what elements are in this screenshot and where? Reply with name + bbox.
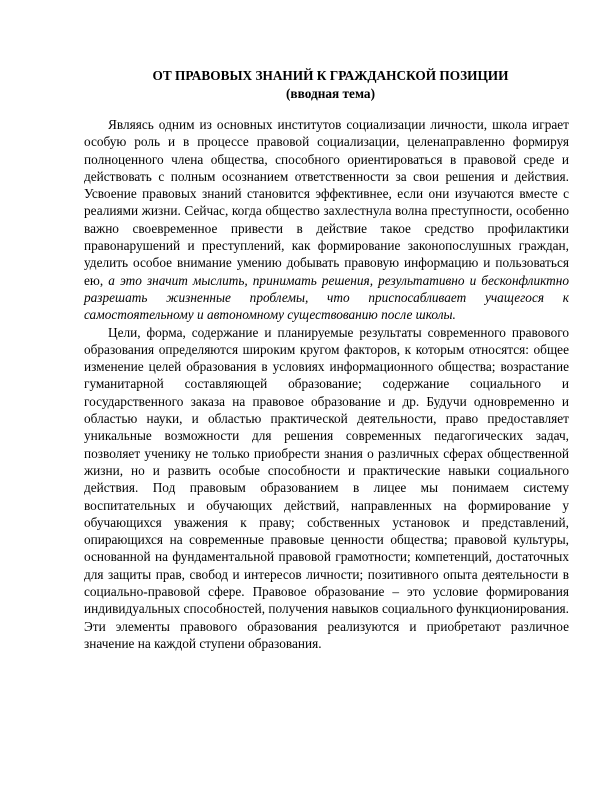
document-subtitle: (вводная тема) (286, 86, 375, 101)
paragraph-intro (84, 116, 569, 324)
paragraph-intro-text: Являясь одним из основных институтов социализации личности, школа играет особую роль и в процессе правовой социализации, целенаправленно формируя полноценного члена общества, способного ориентироваться в правовой среде и действовать с полным осознанием ответственности за свои решения и действия. Усвоение правовых знаний становится эффективнее, если они изучаются вместе с реалиями жизни. Сейчас, когда общество захлестнула волна преступности, особенно важно своевременное привести в действие такое средство профилактики правонарушений и преступлений, как формирование законопослушных граждан, уделить особое внимание умению добывать правовую информацию и пользоваться ею, (84, 117, 569, 288)
paragraph-intro-italic: а это значит мыслить, принимать решения, результативно и бесконфликтно разрешать жизненные проблемы, что приспосабливает учащегося к самостоятельному и автономному существованию после школы. (84, 272, 570, 323)
document-title: ОТ ПРАВОВЫХ ЗНАНИЙ К ГРАЖДАНСКОЙ ПОЗИЦИИ (152, 68, 509, 83)
paragraph-goals: Цели, форма, содержание и планируемые результаты современного правового образования определяются широким кругом факторов, к которым относятся: общее изменение целей образования в условиях информационного общества; возрастание гуманитарной составляющей образование; содержание социального и государственного заказа на правовое образование и др. Будучи одновременно и областью науки, и областью практической деятельности, право предоставляет уникальные возможности для решения современных педагогических задач, позволяет ученику не только приобрести знания о различных сферах общественной жизни, но и развить особые способности и практические навыки социального действия. Под правовым образованием в лицее мы понимаем систему воспитательных и обучающих действий, направленных на формирование у обучающихся уважения к праву; собственных установок и представлений, опирающихся на современные правовые ценности общества; правовой культуры, основанной на фундаментальной правовой грамотности; компетенций, достаточных для защиты прав, свобод и интересов личности; позитивного опыта деятельности в социально-правовой сфере. Правовое образование – это условие формирования индивидуальных способностей, получения навыков социального функционирования. Эти элементы правового образования реализуются и приобретают различное значение на каждой ступени образования. (84, 324, 569, 651)
document-page (84, 68, 569, 652)
